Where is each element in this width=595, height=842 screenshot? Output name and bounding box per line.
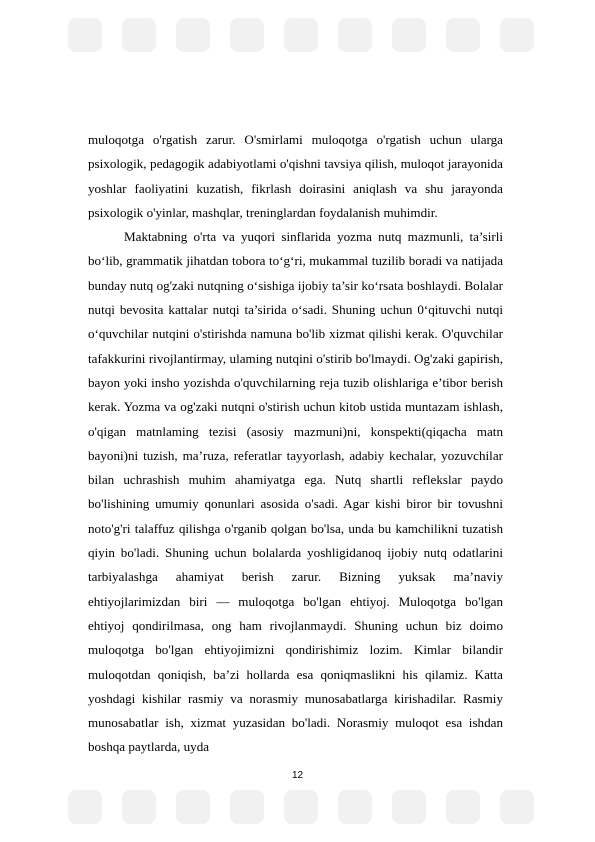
paragraph: muloqotga o'rgatish zarur. O'smirlami muloqotga o'rgatish uchun ularga psixologik, pedagogik adabiyotlami o'qishni tavsiya qilish, muloqot jarayonida yoshlar faoliyatini kuzatish, fikrlash doirasini aniqlash va shu jarayonda psixologik o'yinlar, mashqlar, treninglardan foydalanish muhimdir. xyxy=(88,132,503,220)
paragraph: Maktabning o'rta va yuqori sinflarida yozma nutq mazmunli, ta’sirli bo‘lib, grammatik jihatdan tobora to‘g‘ri, mukammal tuzilib boradi va natijada bunday nutq og'zaki nutqning o‘sishiga ijobiy ta’sir ko‘rsata boshlaydi. Bolalar nutqi bevosita kattalar nutqi ta’sirida o‘sadi. Shuning uchun 0‘qituvchi nutqi o‘quvchilar nutqini o'stirishda namuna bo'lib xizmat qilishi kerak. O'quvchilar tafakkurini rivojlantirmay, ulaming nutqini o'stirib bo'lmaydi. Og'zaki gapirish, bayon yoki insho yozishda o'quvchilarning reja tuzib olishlariga e’tibor berish kerak. Yozma va og'zaki nutqni o'stirish uchun kitob ustida muntazam ishlash, o'qigan matnlaming tezisi (asosiy mazmuni)ni, konspekti(qiqacha matn bayoni)ni tuzish, ma’ruza, referatlar tayyorlash, adabiy kechalar, yozuvchilar bilan uchrashish muhim ahamiyatga ega. Nutq shartli reflekslar paydo bo'lishining umumiy qonunlari asosida o'sadi. Agar kishi biror bir tovushni noto'g'ri talaffuz qilishga o'rganib qolgan bo'lsa, unda bu kamchilikni tuzatish qiyin bo'ladi. Shuning uchun bolalarda yoshligidanoq ijobiy nutq odatlarini tarbiyalashga ahamiyat berish zarur. Bizning yuksak ma’naviy ehtiyojlarimizdan biri — muloqotga bo'lgan ehtiyoj. Muloqotga bo'lgan ehtiyoj qondirilmasa, ong ham rivojlanmaydi. Shuning uchun biz doimo muloqotga bo'lgan ehtiyojimizni qondirishimiz lozim. Kimlar bilandir muloqotdan qoniqish, ba’zi hollarda esa qoniqmaslikni his qilamiz. Katta yoshdagi kishilar rasmiy va norasmiy munosabatlarga kirishadilar. Rasmiy munosabatlar ish, xizmat yuzasidan bo'ladi. Norasmiy muloqot esa ishdan boshqa paytlarda, uyda xyxy=(88,229,503,755)
body-text xyxy=(88,128,503,760)
page-number: 12 xyxy=(291,770,304,781)
